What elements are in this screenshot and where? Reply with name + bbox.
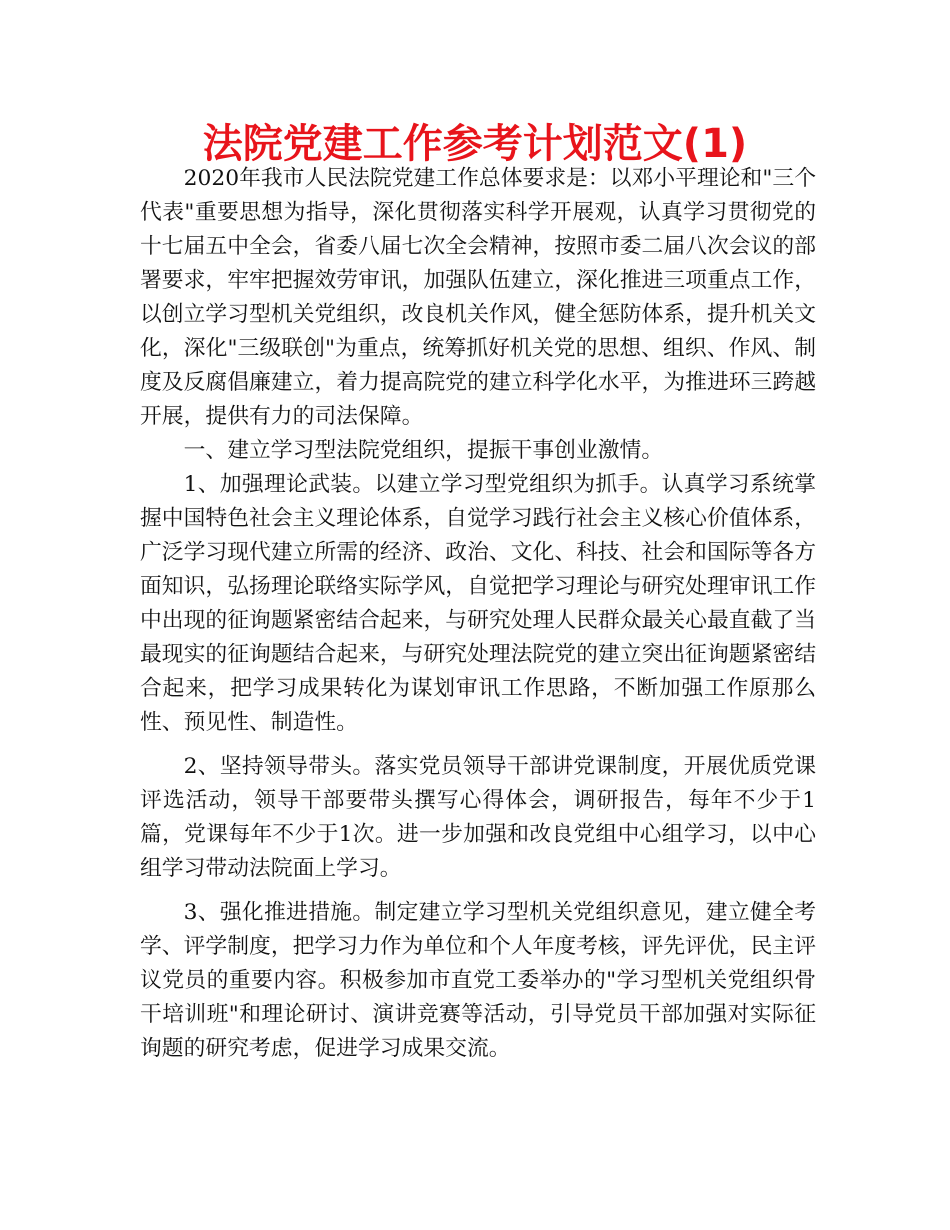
paragraph-item-1: 1、加强理论武装。以建立学习型党组织为抓手。认真学习系统掌握中国特色社会主义理论体系，自觉学习践行社会主义核心价值体系，广泛学习现代建立所需的经济、政治、文化、科技、社会和国际等各方面知识，弘扬理论联络实际学风，自觉把学习理论与研究处理审讯工作中出现的征询题紧密结合起来，与研究处理人民群众最关心最直截了当最现实的征询题结合起来，与研究处理法院党的建立突出征询题紧密结合起来，把学习成果转化为谋划审讯工作思路，不断加强工作原那么性、预见性、制造性。: [140, 472, 816, 735]
paragraph-section-heading: 一、建立学习型法院党组织，提振干事创业激情。: [183, 438, 664, 463]
paragraph-intro: 2020年我市人民法院党建工作总体要求是：以邓小平理论和"三个代表"重要思想为指导，深化贯彻落实科学开展观，认真学习贯彻党的十七届五中全会，省委八届七次全会精神，按照市委二届八次会议的部署要求，牢牢把握效劳审讯，加强队伍建立，深化推进三项重点工作，以创立学习型机关党组织，改良机关作风，健全惩防体系，提升机关文化，深化"三级联创"为重点，统筹抓好机关党的思想、组织、作风、制度及反腐倡廉建立，着力提高院党的建立科学化水平，为推进环三跨越开展，提供有力的司法保障。: [140, 166, 816, 429]
paragraph-item-3: 3、强化推进措施。制定建立学习型机关党组织意见，建立健全考学、评学制度，把学习力作为单位和个人年度考核，评先评优，民主评议党员的重要内容。积极参加市直党工委举办的"学习型机关党组织骨干培训班"和理论研讨、演讲竞赛等活动，引导党员干部加强对实际征询题的研究考虑，促进学习成果交流。: [140, 900, 816, 1061]
document-body: [140, 162, 816, 1066]
paragraph-item-2: 2、坚持领导带头。落实党员领导干部讲党课制度，开展优质党课评选活动，领导干部要带头撰写心得体会，调研报告，每年不少于1篇，党课每年不少于1次。进一步加强和改良党组中心组学习，以中心组学习带动法院面上学习。: [140, 754, 816, 881]
document-title: 法院党建工作参考计划范文(1): [202, 121, 748, 167]
